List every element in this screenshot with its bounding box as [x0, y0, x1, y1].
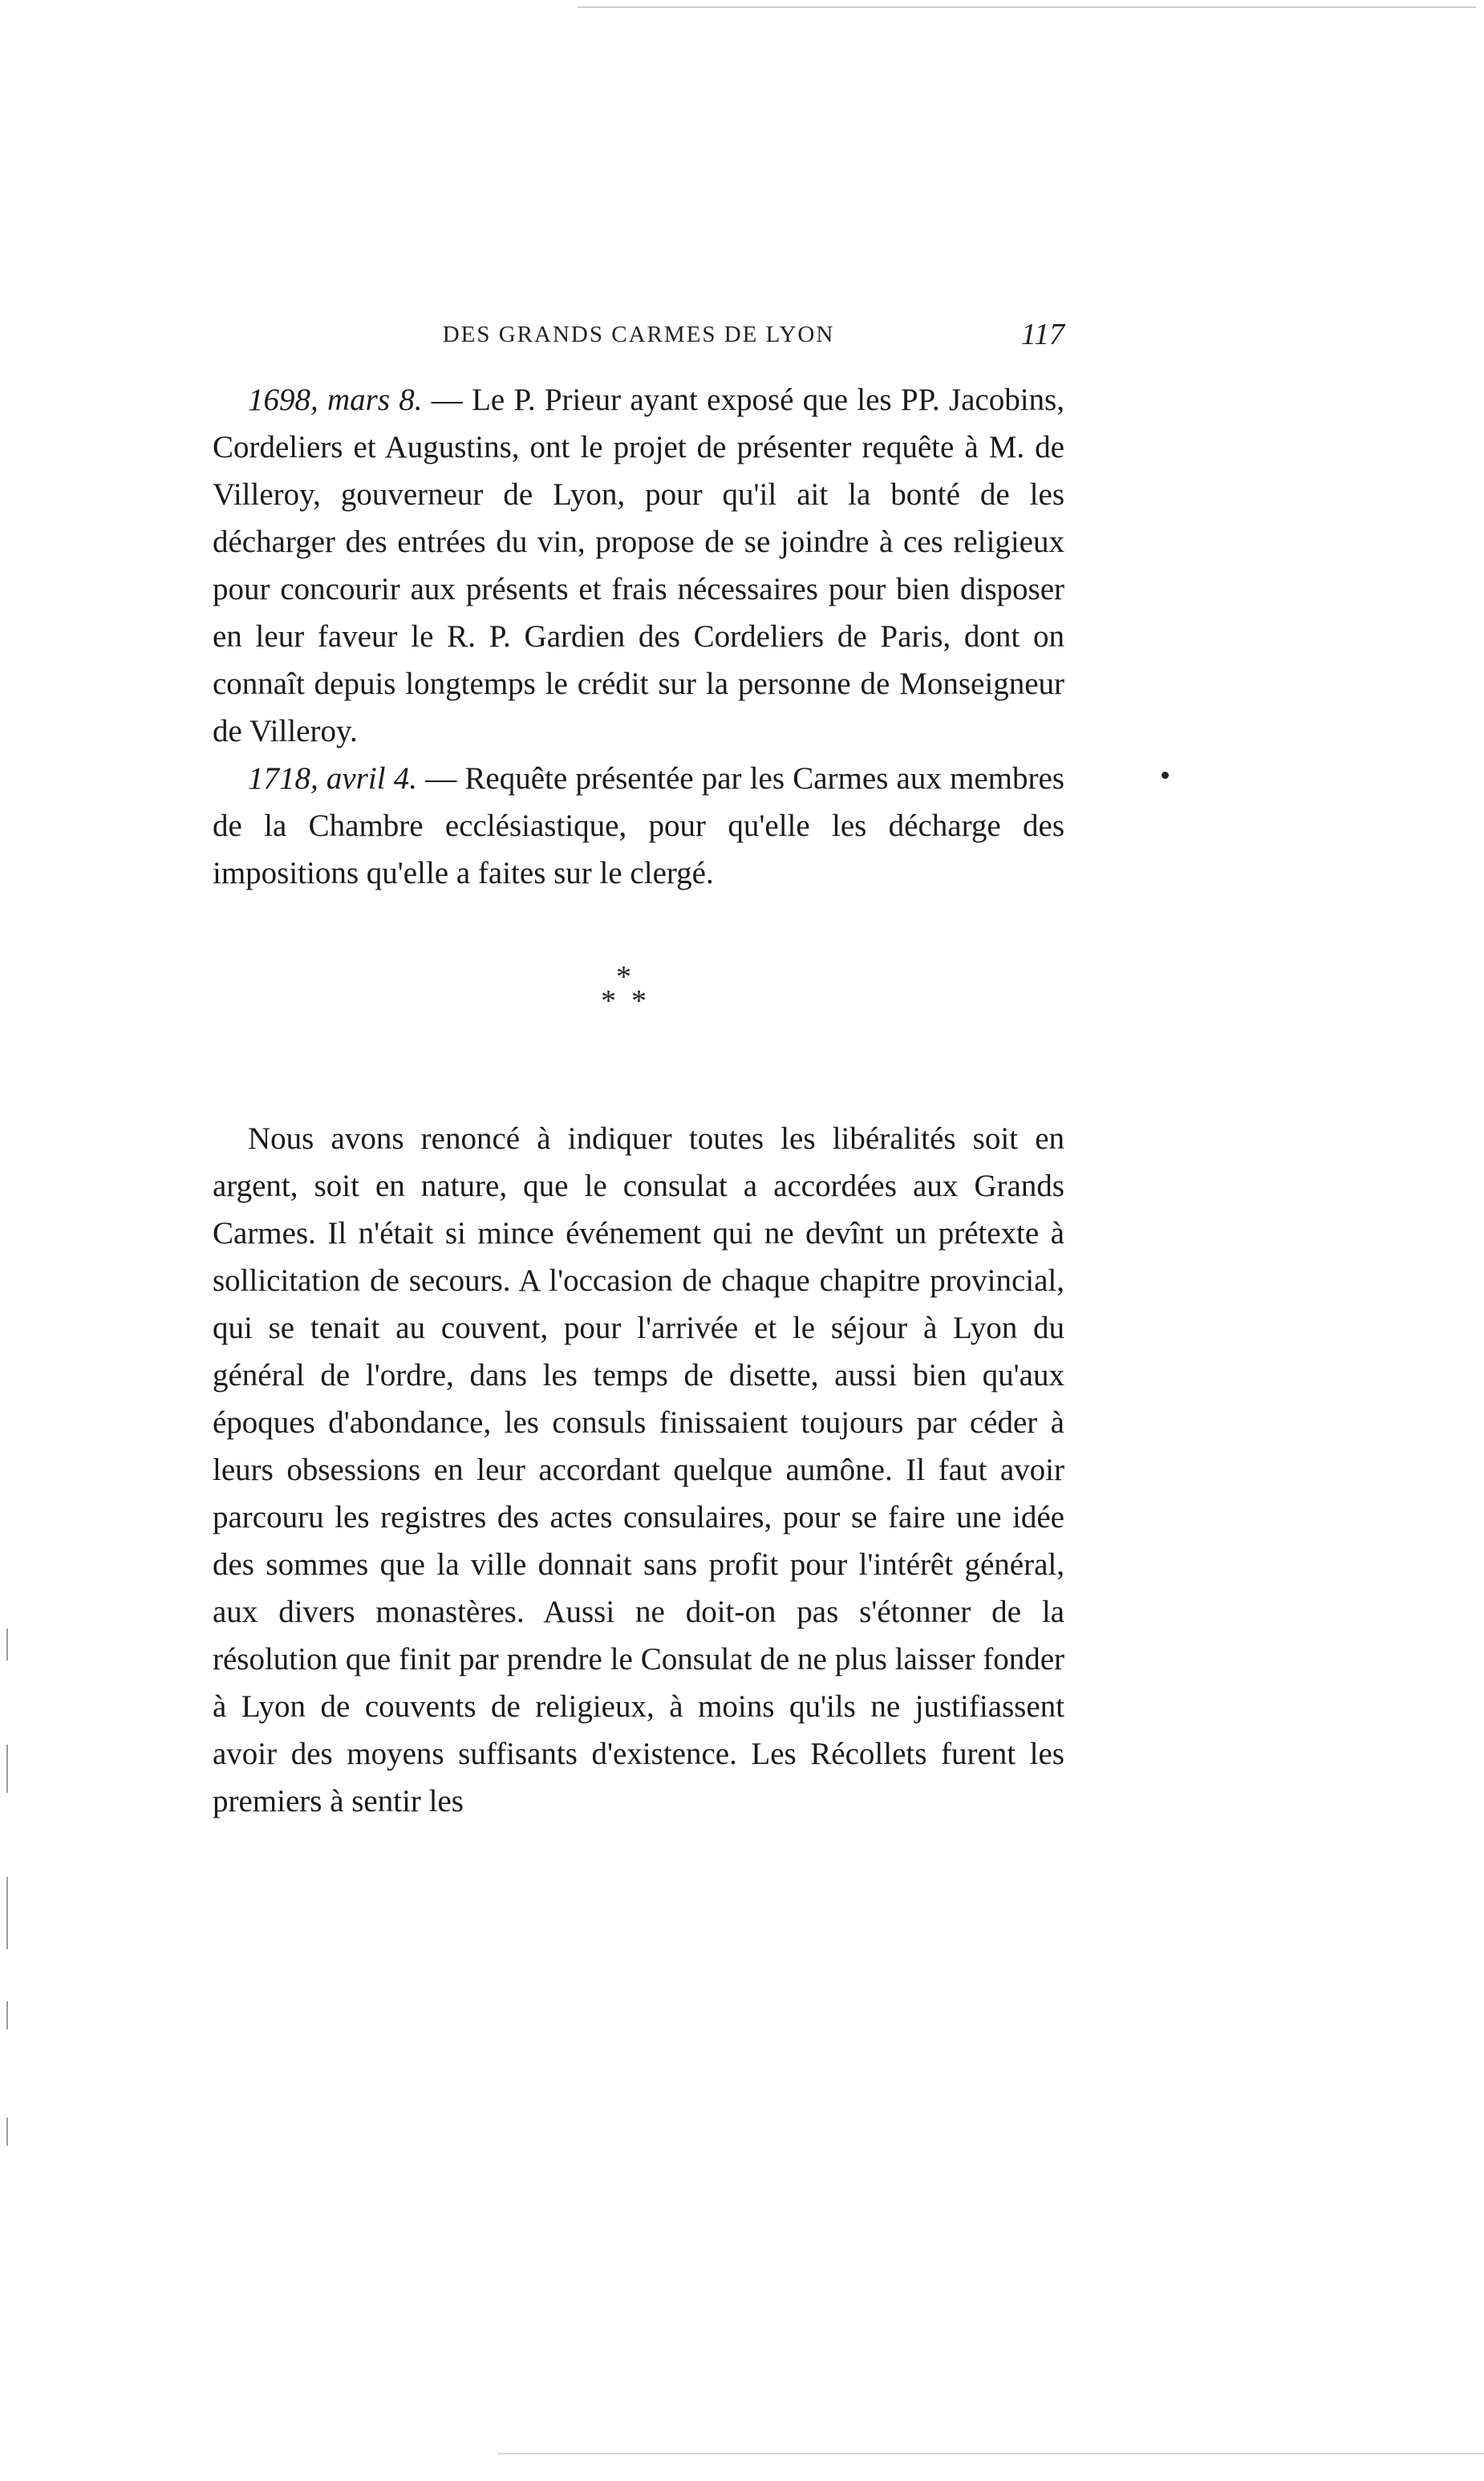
asterism-star: * [616, 960, 631, 994]
scan-edge-bottom [497, 2453, 1484, 2455]
scan-edge-top [578, 6, 1476, 8]
scan-edge-mark [6, 2118, 8, 2146]
entry-text: — Requête présentée par les Carmes aux membres de la Chambre ecclésiastique, pour qu'elle les décharge des impositions qu'elle a faites sur le clergé. [213, 761, 1064, 890]
asterism-star: * [631, 984, 647, 1018]
entry-1718 [213, 755, 1064, 897]
running-title: DES GRANDS CARMES DE LYON [442, 322, 835, 347]
scan-edge-mark [6, 1628, 8, 1660]
book-page [213, 317, 1064, 1825]
page-number: 117 [1020, 318, 1064, 351]
scan-edge-mark [6, 1877, 8, 1949]
entry-date: 1718, avril 4. [248, 761, 418, 796]
body-paragraph: Nous avons renoncé à indiquer toutes les libéralités soit en argent, soit en nature, que le consulat a accordées aux Grands Carmes. Il n'était si mince événement qui ne devînt un prétexte à sollicitation de secours. A l'occasion de chaque chapitre provincial, qui se tenait au couvent, pour l'arrivée et le séjour à Lyon du général de l'ordre, dans les temps de disette, aussi bien qu'aux époques d'abondance, les consuls finissaient toujours par céder à leurs obsessions en leur accordant quelque aumône. Il faut avoir parcouru les registres des actes consulaires, pour se faire une idée des sommes que la ville donnait sans profit pour l'intérêt général, aux divers monastères. Aussi ne doit-on pas s'étonner de la résolution que finit par prendre le Consulat de ne plus laisser fonder à Lyon de couvents de religieux, à moins qu'ils ne justifiassent avoir des moyens suffisants d'existence. Les Récollets furent les premiers à sentir les [213, 1121, 1064, 1818]
scan-edge-mark [6, 2001, 8, 2029]
asterism-divider [213, 959, 1064, 1048]
running-head [213, 317, 1064, 365]
entry-1698 [213, 376, 1064, 755]
asterism-star: * [601, 984, 616, 1018]
entry-text: — Le P. Prieur ayant exposé que les PP. Jacobins, Cordeliers et Augustins, ont le projet de présenter requête à M. de Villeroy, gouverneur de Lyon, pour qu'il ait la bonté de les décharger des entrées du vin, propose de se joindre à ces religieux pour concourir aux présents et frais nécessaires pour bien disposer en leur faveur le R. P. Gardien des Cordeliers de Paris, dont on connaît depuis longtemps le crédit sur la personne de Monseigneur de Villeroy. [213, 383, 1064, 748]
entry-date: 1698, mars 8. [248, 383, 423, 417]
scan-edge-mark [6, 1745, 8, 1793]
ink-dot [1162, 772, 1169, 779]
